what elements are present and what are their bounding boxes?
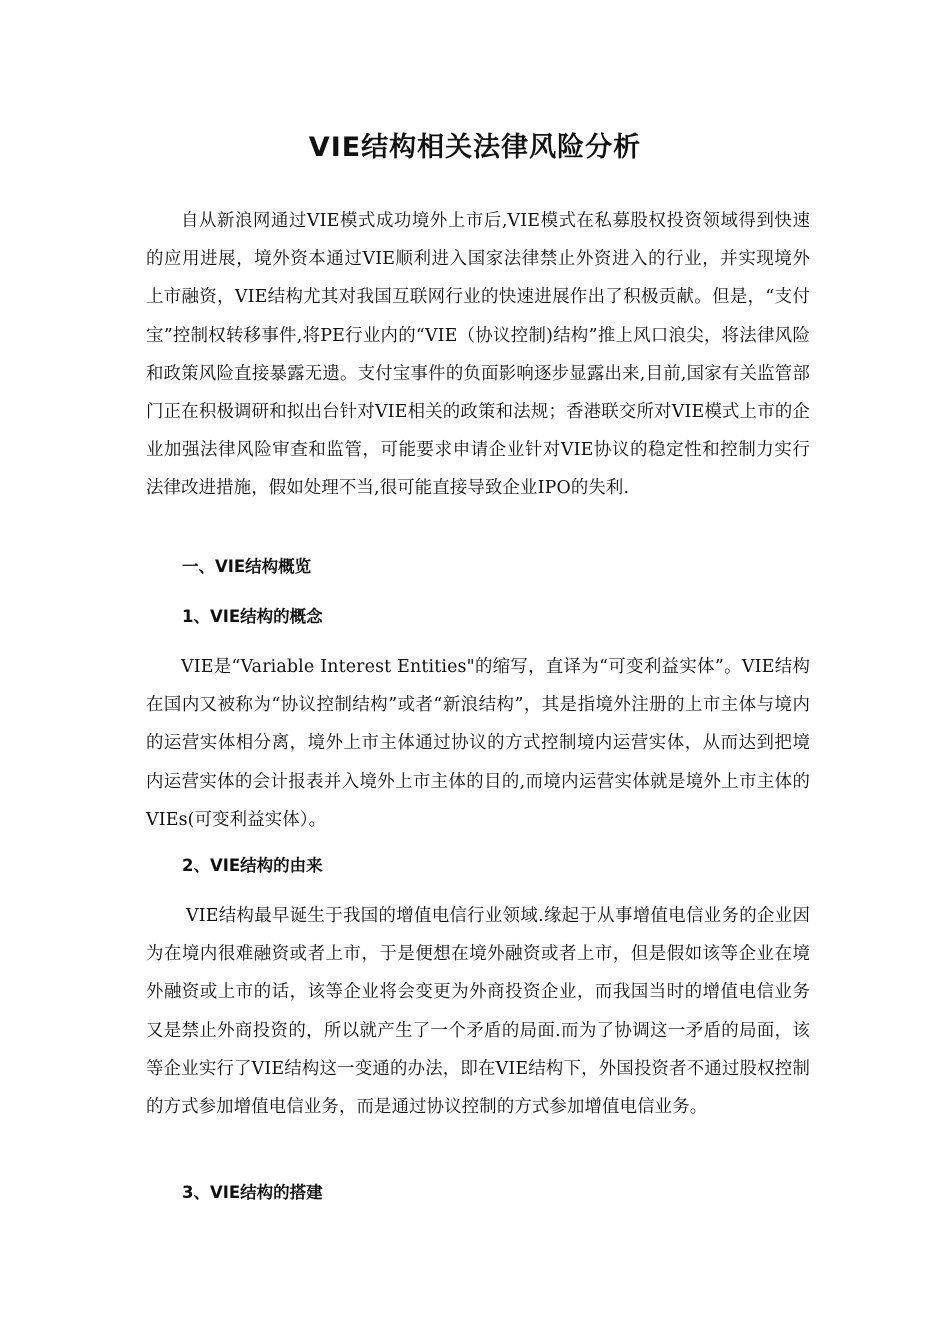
- concept-paragraph: VIE是“Variable Interest Entities"的缩写，直译为“可变利益实体”。VIE结构在国内又被称为“协议控制结构”或者“新浪结构”，其是指境外注册的上市主体与境内的运营实体相分离，境外上市主体通过协议的方式控制境内运营实体，从而达到把境内运营实体的会计报表并入境外上市主体的目的,而境内运营实体就是境外上市主体的VIEs(可变利益实体）。: [146, 657, 810, 830]
- subsection-heading-origin: 2、VIE结构的由来: [182, 856, 323, 875]
- subsection-heading-concept: 1、VIE结构的概念: [182, 607, 323, 626]
- document-title: VIE结构相关法律风险分析: [308, 132, 642, 163]
- intro-paragraph: 自从新浪网通过VIE模式成功境外上市后,VIE模式在私募股权投资领域得到快速的应用进展，境外资本通过VIE顺利进入国家法律禁止外资进入的行业，并实现境外上市融资，VIE结构尤其对我国互联网行业的快速进展作出了积极贡献。但是，“支付宝”控制权转移事件,将PE行业内的“VIE（协议控制)结构”推上风口浪尖，将法律风险和政策风险直接暴露无遗。支付宝事件的负面影响逐步显露出来,目前,国家有关监管部门正在积极调研和拟出台针对VIE相关的政策和法规；香港联交所对VIE模式上市的企业加强法律风险审查和监管，可能要求申请企业针对VIE协议的稳定性和控制力实行法律改进措施，假如处理不当,很可能直接导致企业IPO的失利.: [146, 211, 810, 499]
- origin-paragraph: VIE结构最早诞生于我国的增值电信行业领域.缘起于从事增值电信业务的企业因为在境内很难融资或者上市，于是便想在境外融资或者上市，但是假如该等企业在境外融资或上市的话，该等企业将会变更为外商投资企业，而我国当时的增值电信业务又是禁止外商投资的，所以就产生了一个矛盾的局面.而为了协调这一矛盾的局面，该等企业实行了VIE结构这一变通的办法，即在VIE结构下，外国投资者不通过股权控制的方式参加增值电信业务，而是通过协议控制的方式参加增值电信业务。: [146, 906, 810, 1118]
- section-heading-overview: 一、VIE结构概览: [182, 557, 312, 576]
- subsection-heading-setup: 3、VIE结构的搭建: [182, 1183, 323, 1202]
